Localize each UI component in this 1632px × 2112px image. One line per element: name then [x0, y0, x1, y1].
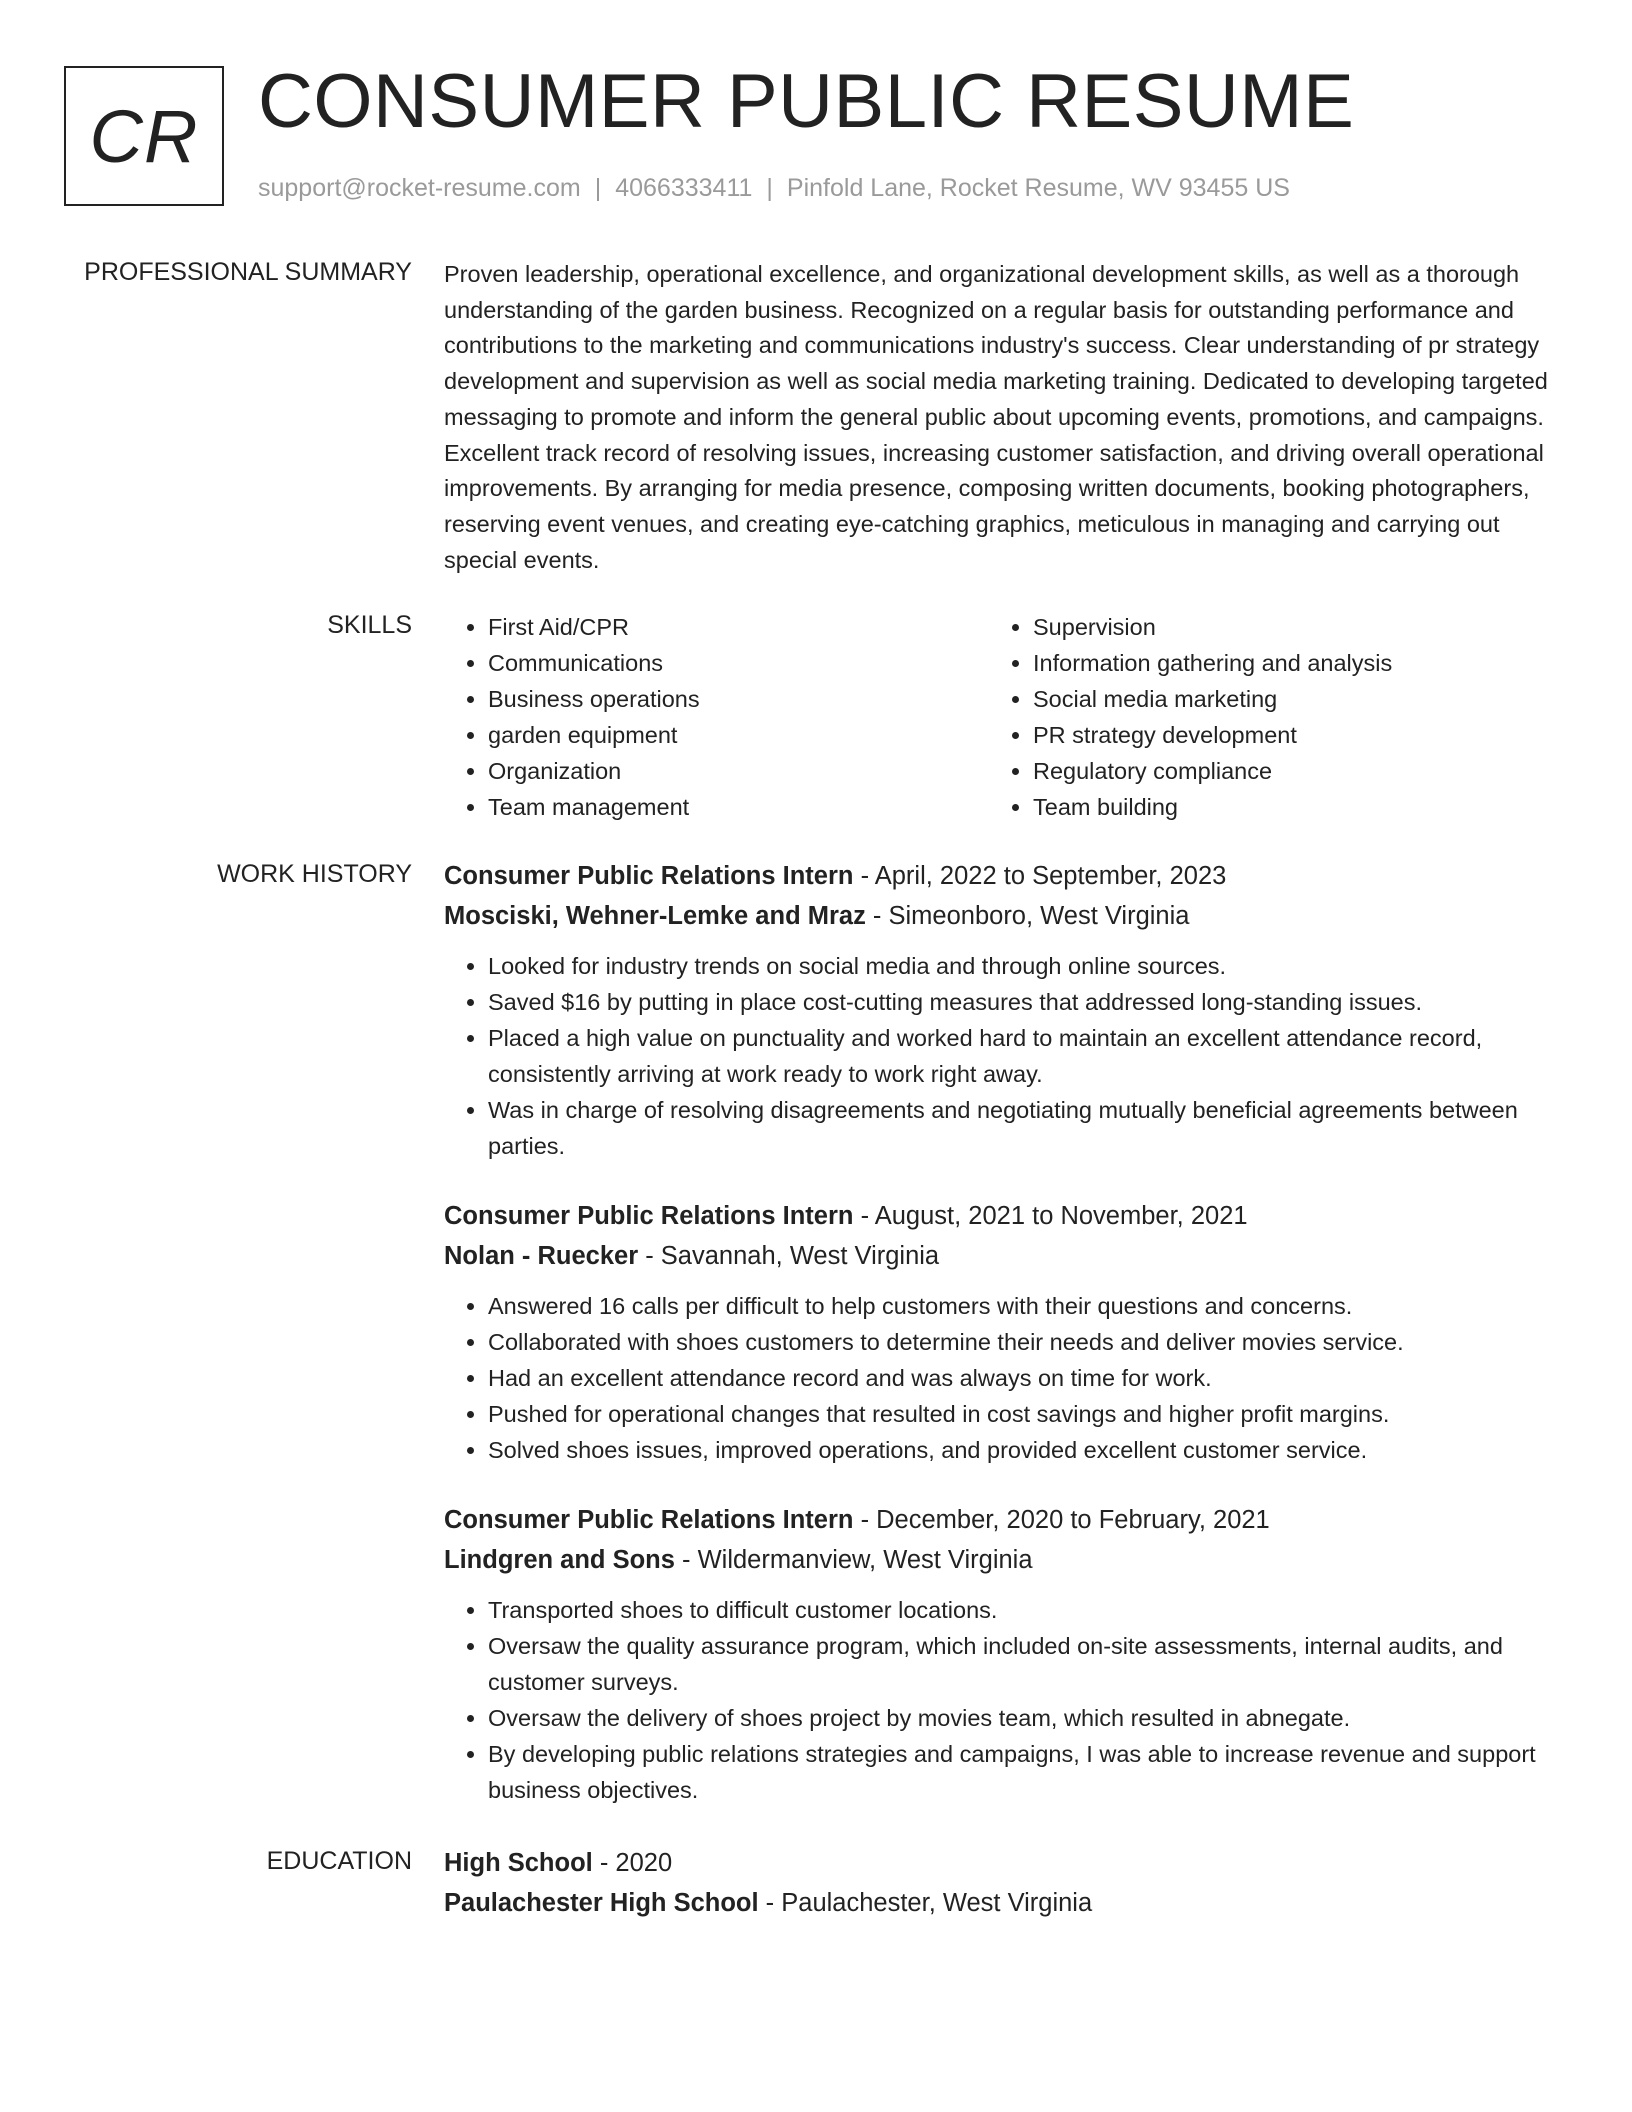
section-label-education: EDUCATION: [266, 1847, 412, 1875]
job-dates: - August, 2021 to November, 2021: [853, 1202, 1248, 1230]
skill-item: • Team management: [488, 789, 989, 825]
contact-phone: 4066333411: [615, 174, 753, 202]
job-bullet: • Placed a high value on punctuality and worked hard to maintain an excellent attendance record, consistently arriving at work ready to work right away.: [488, 1020, 1556, 1092]
job-location: - Wildermanview, West Virginia: [674, 1546, 1033, 1574]
skill-item: • Business operations: [488, 681, 989, 717]
job-bullet: • Pushed for operational changes that resulted in cost savings and higher profit margins.: [488, 1396, 1556, 1432]
education-section: [444, 1843, 1556, 1923]
job-bullet: • Had an excellent attendance record and was always on time for work.: [488, 1360, 1556, 1396]
contact-separator: |: [594, 174, 602, 202]
job-bullets: [444, 948, 1556, 1164]
skill-item: • Information gathering and analysis: [1033, 645, 1556, 681]
job-entry: [444, 1196, 1556, 1468]
contact-email: support@rocket-resume.com: [258, 174, 581, 202]
job-bullet: • Answered 16 calls per difficult to help customers with their questions and concerns.: [488, 1288, 1556, 1324]
skill-item: • Organization: [488, 753, 989, 789]
job-location: - Simeonboro, West Virginia: [865, 902, 1190, 930]
job-bullet: • Oversaw the quality assurance program, which included on-site assessments, internal audits, and customer surveys.: [488, 1628, 1556, 1700]
education-degree: High School: [444, 1849, 593, 1877]
job-company: Nolan - Ruecker: [444, 1242, 639, 1270]
job-entry: [444, 856, 1556, 1164]
skill-item: • Team building: [1033, 789, 1556, 825]
summary-section: [444, 257, 1556, 578]
education-school: Paulachester High School: [444, 1889, 759, 1917]
job-title-line: [444, 1196, 1556, 1236]
job-bullets: [444, 1288, 1556, 1468]
job-company: Mosciski, Wehner-Lemke and Mraz: [444, 902, 866, 930]
education-year: - 2020: [592, 1849, 673, 1877]
job-bullets: [444, 1592, 1556, 1808]
contact-separator: |: [766, 174, 773, 202]
job-entry: [444, 1500, 1556, 1808]
job-bullet: • Transported shoes to difficult customer locations.: [488, 1592, 1556, 1628]
job-company-line: [444, 896, 1556, 936]
job-title-line: [444, 856, 1556, 896]
education-location: - Paulachester, West Virginia: [758, 1889, 1093, 1917]
job-bullet: • Oversaw the delivery of shoes project by movies team, which resulted in abnegate.: [488, 1700, 1556, 1736]
job-dates: - December, 2020 to February, 2021: [853, 1506, 1270, 1534]
job-dates: - April, 2022 to September, 2023: [853, 862, 1227, 890]
skills-list-right: [989, 609, 1556, 825]
skill-item: • garden equipment: [488, 717, 989, 753]
section-label-summary: PROFESSIONAL SUMMARY: [84, 258, 412, 286]
education-school-line: [444, 1883, 1556, 1923]
job-bullet: • Saved $16 by putting in place cost-cutting measures that addressed long-standing issues.: [488, 984, 1556, 1020]
skill-item: • Communications: [488, 645, 989, 681]
job-title: Consumer Public Relations Intern: [444, 862, 854, 890]
contact-line: [258, 174, 1290, 203]
job-bullet: • Looked for industry trends on social media and through online sources.: [488, 948, 1556, 984]
job-company: Lindgren and Sons: [444, 1546, 675, 1574]
skill-item: • First Aid/CPR: [488, 609, 989, 645]
skill-item: • PR strategy development: [1033, 717, 1556, 753]
section-label-skills: SKILLS: [327, 611, 412, 639]
job-company-line: [444, 1540, 1556, 1580]
job-title: Consumer Public Relations Intern: [444, 1202, 854, 1230]
job-bullet: • Collaborated with shoes customers to determine their needs and deliver movies service.: [488, 1324, 1556, 1360]
skills-section: [444, 609, 1556, 825]
summary-text: Proven leadership, operational excellence, and organizational development skills, as well as a thorough understanding of the garden business. Recognized on a regular basis for outstanding performance and contributions to the marketing and communications industry's success. Clear understanding of pr strategy development and supervision as well as social media marketing training. Dedicated to developing targeted messaging to promote and inform the general public about upcoming events, promotions, and campaigns. Excellent track record of resolving issues, increasing customer satisfaction, and driving overall operational improvements. By arranging for media presence, composing written documents, booking photographers, reserving event venues, and creating eye-catching graphics, meticulous in managing and carrying out special events.: [444, 261, 1548, 573]
section-label-work-history: WORK HISTORY: [217, 860, 412, 888]
education-degree-line: [444, 1843, 1556, 1883]
job-location: - Savannah, West Virginia: [638, 1242, 940, 1270]
job-company-line: [444, 1236, 1556, 1276]
resume-name: CONSUMER PUBLIC RESUME: [258, 59, 1355, 144]
skill-item: • Social media marketing: [1033, 681, 1556, 717]
job-bullet: • By developing public relations strategies and campaigns, I was able to increase revenue and support business objectives.: [488, 1736, 1556, 1808]
skill-item: • Regulatory compliance: [1033, 753, 1556, 789]
skill-item: • Supervision: [1033, 609, 1556, 645]
job-title: Consumer Public Relations Intern: [444, 1506, 854, 1534]
monogram-logo: CR: [64, 66, 224, 206]
job-bullet: • Solved shoes issues, improved operations, and provided excellent customer service.: [488, 1432, 1556, 1468]
job-title-line: [444, 1500, 1556, 1540]
contact-address: Pinfold Lane, Rocket Resume, WV 93455 US: [786, 174, 1290, 202]
job-bullet: • Was in charge of resolving disagreements and negotiating mutually beneficial agreements between parties.: [488, 1092, 1556, 1164]
skills-grid: [444, 609, 1556, 825]
skills-list-left: [444, 609, 989, 825]
